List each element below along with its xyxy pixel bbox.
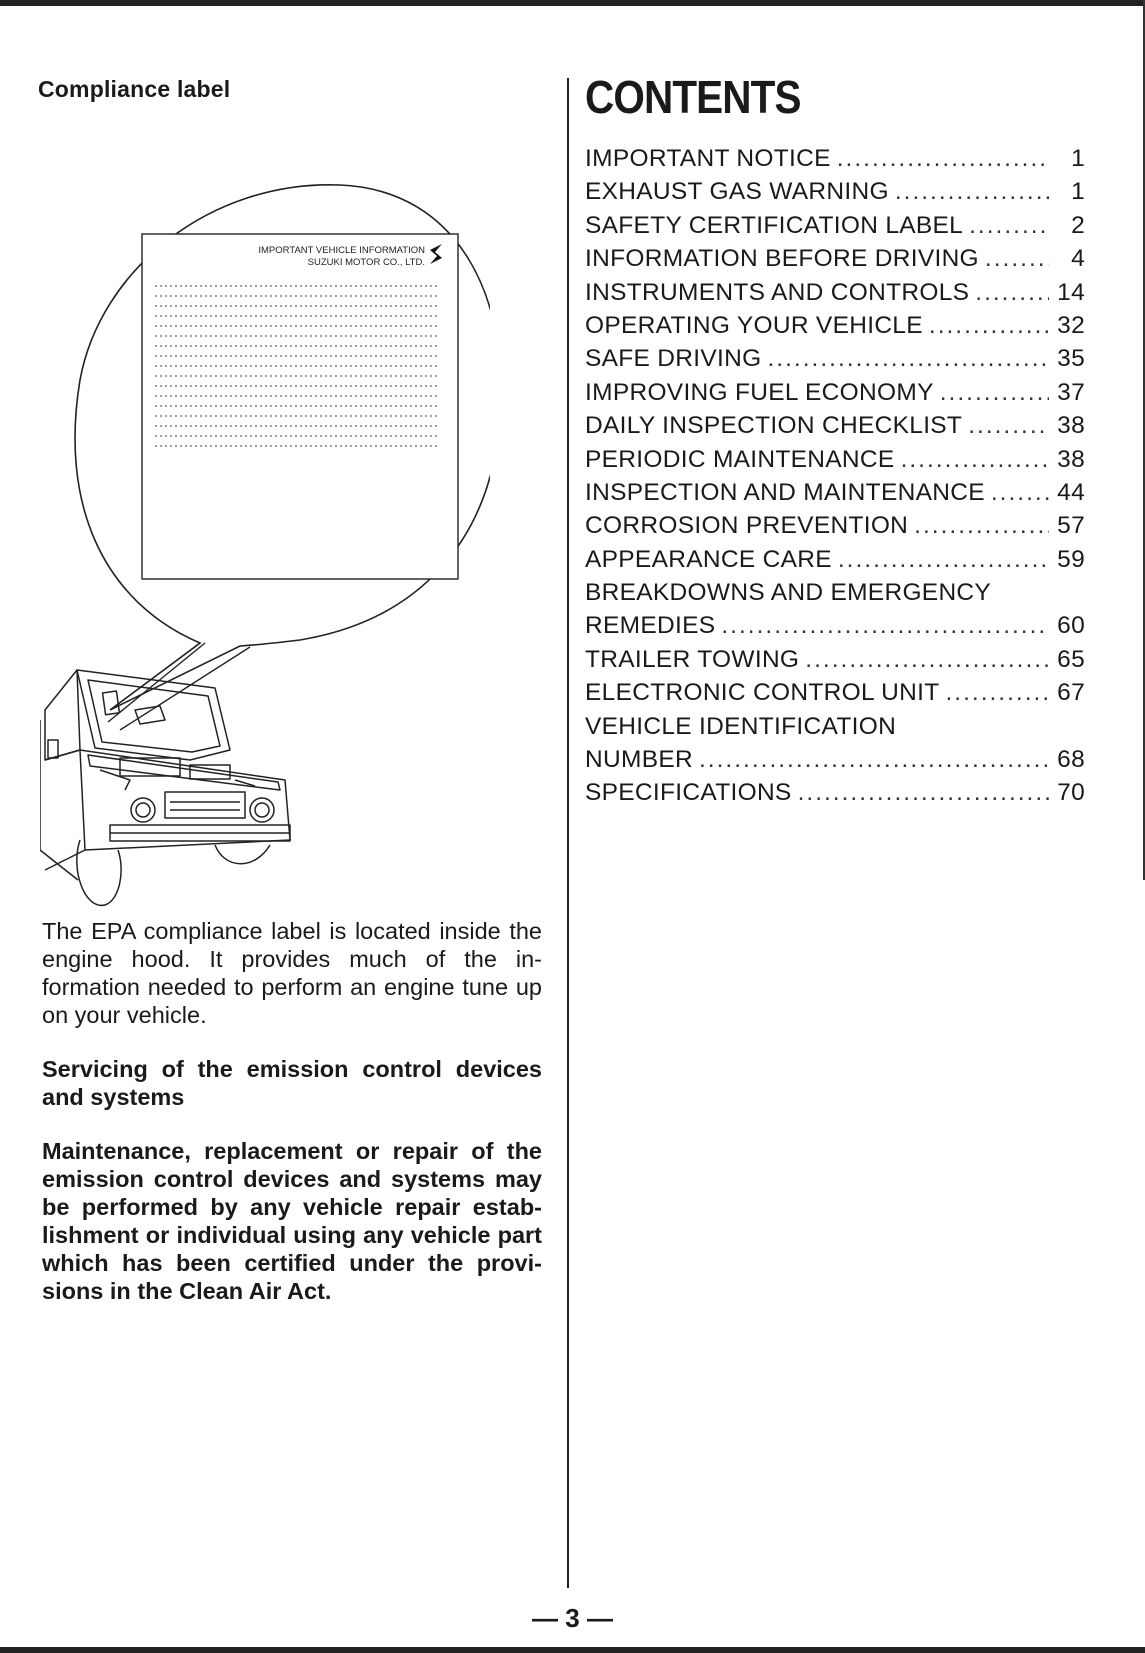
toc-entry[interactable] (585, 379, 1085, 412)
toc-entry-page: 57 (1057, 512, 1085, 540)
toc-entry[interactable] (585, 512, 1085, 545)
toc-entry-title: PERIODIC MAINTENANCE (585, 445, 895, 473)
toc-entry-page: 70 (1057, 779, 1085, 807)
toc-leader-dots (837, 145, 1049, 173)
contents-title: CONTENTS (585, 71, 801, 123)
toc-entry-title: VEHICLE IDENTIFICATION (585, 712, 897, 740)
toc-leader-dots (968, 412, 1049, 440)
toc-leader-dots (991, 479, 1049, 507)
toc-leader-dots (945, 679, 1049, 707)
toc-entry-page: 37 (1057, 378, 1085, 406)
servicing-heading (42, 1055, 542, 1111)
label-line-2: SUZUKI MOTOR CO., LTD. (307, 257, 425, 268)
toc-entry-page: 44 (1057, 478, 1085, 506)
toc-entry-page: 38 (1057, 412, 1085, 440)
toc-entry-page: 68 (1057, 746, 1085, 774)
toc-entry[interactable] (585, 345, 1085, 378)
toc-entry-page: 35 (1057, 345, 1085, 373)
toc-entry[interactable] (585, 145, 1085, 178)
toc-entry[interactable] (585, 446, 1085, 479)
toc-entry-page: 65 (1057, 645, 1085, 673)
toc-entry-page: 2 (1071, 211, 1085, 239)
toc-entry[interactable] (585, 245, 1085, 278)
toc-entry-page: 32 (1057, 311, 1085, 339)
toc-entry[interactable] (585, 279, 1085, 312)
toc-entry-page: 1 (1071, 145, 1085, 172)
bottom-border (0, 1647, 1145, 1653)
toc-entry-title: DAILY INSPECTION CHECKLIST (585, 412, 963, 440)
toc-leader-dots (805, 646, 1049, 674)
toc-entry-title: IMPORTANT NOTICE (585, 145, 831, 172)
toc-entry-title: REMEDIES (585, 612, 716, 640)
toc-entry-title: ELECTRONIC CONTROL UNIT (585, 679, 940, 707)
toc-entry-page: 4 (1071, 245, 1085, 273)
toc-leader-dots (838, 546, 1049, 574)
toc-entry[interactable] (585, 779, 1085, 812)
toc-entry-title: INSPECTION AND MAINTENANCE (585, 478, 985, 506)
toc-leader-dots (895, 178, 1049, 206)
toc-entry-title: APPEARANCE CARE (585, 545, 832, 573)
toc-entry-page: 38 (1057, 445, 1085, 473)
toc-leader-dots (798, 779, 1049, 807)
toc-entry-page: 59 (1057, 545, 1085, 573)
toc-entry[interactable] (585, 612, 1085, 645)
servicing-heading-text: Servicing of the emission control devices and systems (42, 1056, 542, 1110)
toc-entry-title: SAFETY CERTIFICATION LABEL (585, 211, 964, 239)
toc-entry[interactable] (585, 746, 1085, 779)
toc-entry[interactable] (585, 546, 1085, 579)
toc-entry[interactable] (585, 212, 1085, 245)
top-border (0, 0, 1145, 6)
toc-leader-dots (721, 612, 1049, 640)
toc-entry-page: 60 (1057, 612, 1085, 640)
toc-leader-dots (699, 746, 1049, 774)
toc-entry[interactable] (585, 646, 1085, 679)
compliance-label-illustration (40, 150, 490, 910)
compliance-label-heading: Compliance label (38, 76, 231, 102)
toc-entry-title: SAFE DRIVING (585, 345, 762, 373)
table-of-contents (585, 145, 1085, 813)
toc-entry-page: 67 (1057, 679, 1085, 707)
toc-entry-title: SPECIFICATIONS (585, 779, 792, 807)
toc-leader-dots (929, 312, 1049, 340)
toc-leader-dots (975, 279, 1049, 307)
toc-entry-page: 14 (1057, 278, 1085, 306)
toc-entry-title: TRAILER TOWING (585, 645, 800, 673)
toc-entry[interactable] (585, 679, 1085, 712)
toc-leader-dots (985, 245, 1049, 273)
toc-entry-title: IMPROVING FUEL ECONOMY (585, 378, 934, 406)
toc-leader-dots (940, 379, 1049, 407)
toc-entry-title: INSTRUMENTS AND CONTROLS (585, 278, 970, 306)
toc-entry-page: 1 (1071, 178, 1085, 206)
toc-entry[interactable] (585, 178, 1085, 211)
toc-entry[interactable] (585, 312, 1085, 345)
toc-entry-title: EXHAUST GAS WARNING (585, 178, 889, 206)
toc-entry[interactable] (585, 713, 1085, 746)
page-number: — 3 — (532, 1603, 613, 1633)
toc-leader-dots (901, 446, 1049, 474)
compliance-label-description (42, 917, 542, 1029)
toc-entry-title: BREAKDOWNS AND EMERGENCY (585, 579, 992, 607)
toc-entry-title: CORROSION PREVENTION (585, 512, 909, 540)
toc-entry-title: OPERATING YOUR VEHICLE (585, 311, 923, 339)
toc-entry[interactable] (585, 579, 1085, 612)
column-divider (567, 78, 569, 1588)
maintenance-paragraph-text: Maintenance, replacement or repair of the emission control devices and systems may be performed by any vehicle repair estab- lishment or individual using any vehicle part which has been certified under the provi- sions in the Clean Air Act. (42, 1138, 542, 1304)
toc-leader-dots (768, 345, 1050, 373)
compliance-description-text: The EPA compliance label is located inside the engine hood. It provides much of the in- formation needed to perform an engine tune up on your vehicle. (42, 918, 542, 1028)
toc-leader-dots (914, 512, 1049, 540)
toc-entry-title: INFORMATION BEFORE DRIVING (585, 245, 979, 273)
maintenance-paragraph (42, 1137, 542, 1305)
vehicle-icon (40, 670, 290, 905)
toc-entry[interactable] (585, 412, 1085, 445)
toc-leader-dots (969, 212, 1049, 240)
toc-entry[interactable] (585, 479, 1085, 512)
label-line-1: IMPORTANT VEHICLE INFORMATION (258, 245, 425, 256)
toc-entry-title: NUMBER (585, 746, 693, 774)
